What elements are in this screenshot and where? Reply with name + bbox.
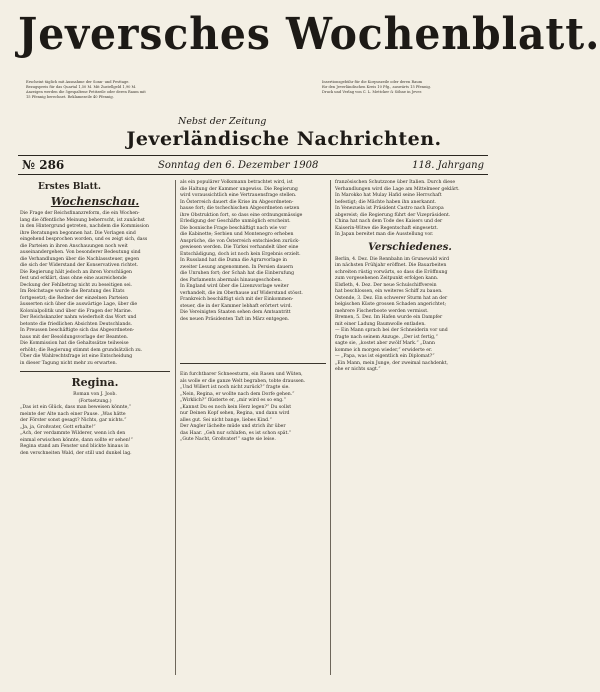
article-line: Die Kommission hat die Gehaltssätze teilweise [20, 341, 129, 346]
novel-line: „Ja, ja, Großvater, Gott erhalte!“ [20, 424, 96, 430]
novel-line: nur Deinen Kopf sehen, Regina, und dann wird [180, 411, 290, 416]
article-line: im nächsten Frühjahr eröffnet. Die Bauarbeiten [335, 263, 447, 268]
article-line: äusserten sich über die auswärtige Lage, über die [20, 302, 138, 307]
novel-line: „Wirklich?“ flüsterte er, „mir wird es so eng.“ [180, 398, 286, 403]
article-line: betonte die friedlichen Absichten Deutschlands. [20, 321, 133, 327]
notice-left-line: 15 Pfennig berechnet. Reklamezeile 40 Pfennig. [26, 95, 114, 99]
notice-right-line: für den Jeverländischen Kreis 10 Pfg., auswärts 15 Pfennig. [322, 85, 431, 89]
article-line: die Verhandlungen über die Nachlasssteuer, gegen [20, 256, 140, 262]
article-line: Über die Wahlrechtsfrage ist eine Entscheidung [20, 354, 133, 359]
article-line: In Japan bereitet man die Ausstellung vor. [335, 232, 434, 237]
article-line: Bremen, 5. Dez. Im Hafen wurde ein Dampfer [335, 315, 443, 320]
article-line: belgischen Küste grossen Schaden angerichtet; [335, 302, 446, 307]
article-line: in dieser Tagung nicht mehr zu erwarten. [20, 360, 118, 366]
article-line: fortgesetzt; die Redner der einzelnen Parteien [20, 295, 129, 301]
notice-right [322, 80, 482, 95]
article-line: Deckung der Fehlbetrag nicht zu beseitigen sei. [20, 282, 133, 288]
article-line: hat beschlossen, ein weiteres Schiff zu bauen. [335, 289, 443, 294]
column-divider [175, 180, 176, 675]
novel-line: Regina stand am Fenster und blickte hinaus in [20, 444, 129, 449]
novel-author: Roman von J. Joob. [73, 392, 117, 397]
novel-line: der Förster sonst gesagt? Nichts, gar nichts.“ [20, 418, 127, 423]
article-line: haus mit der Besoldungsvorlage der Beamten. [20, 334, 129, 340]
article-line: die Unruhen fort; der Schah hat die Einberufung [180, 271, 295, 276]
article-line: In Marokko hat Mulay Hafid seine Herrschaft [335, 193, 442, 198]
article-line: des neuen Präsidenten Taft im März entgegen. [180, 316, 290, 322]
article-line: ihre Beratungen begonnen hat. Die Vorlagen sind [20, 230, 136, 236]
article-line: gewiesen werden. Die Türkei verhandelt über eine [180, 245, 299, 250]
article-line: steuer, die in der Kammer lebhaft erörtert wird. [180, 303, 293, 309]
novel-line: den verschneiten Wald, der still und dunkel lag. [20, 450, 132, 456]
novel-line: „Und Willert ist noch nicht zurück?“ fragte sie. [180, 385, 290, 390]
article-line: schreiten rüstig vorwärts, so dass die Eröffnung [335, 269, 448, 275]
notice-left-line: Bezugspreis für das Quartal 1,50 M. Mit Zustellgeld 1,90 M. [26, 85, 137, 89]
article-line: wird voraussichtlich eine Vertrauensfrage stellen. [180, 193, 297, 198]
article-line: als ein populärer Volksmann betrachtet wird, ist [180, 180, 293, 185]
article-line: In England wird über die Lizenzvorlage weiter [180, 284, 289, 289]
article-line: mit einer Ladung Baumwolle entladen. [335, 321, 426, 327]
novel-line: „Kannst Du es noch kein Herz legen?“ Du sollst [180, 404, 292, 410]
article-line: Ostende, 3. Dez. Ein schwerer Sturm hat an der [335, 295, 448, 301]
article-line: befestigt; die Mächte haben ihn anerkannt. [335, 199, 437, 205]
article-line: in den Hintergrund getreten, nachdem die Kommission [20, 224, 149, 229]
section-heading: Verschiedenes. [368, 241, 452, 253]
novel-title: Regina. [71, 376, 119, 389]
article-line: Berlin, 4. Dez. Die Rennbahn im Grunewald wird [335, 256, 450, 262]
article-line: abgereist; die Regierung führt der Vizepräsident. [335, 212, 451, 218]
article-line: Elsfleth, 4. Dez. Der neue Schulschiffverein [335, 282, 437, 288]
article-line: mehrere Fischerboote werden vermisst. [335, 308, 429, 314]
article-line: Die Vereinigten Staaten sehen dem Amtsantritt [180, 310, 291, 315]
article-line: die Haltung der Kammer ungewiss. Die Regierung [180, 186, 298, 192]
article-line: lang die öffentliche Meinung beherrscht, ist zunächst [20, 217, 145, 223]
novel-line: meinte der Alte nach einer Pause. „Was hätte [20, 411, 126, 417]
article-line: französischen Schutzzone über Italien. Durch diese [335, 180, 456, 185]
article-line: Erledigung der Geschäfte unmöglich erscheint. [180, 219, 291, 224]
article-line: In Österreich dauert die Krise im Abgeordneten- [180, 199, 294, 205]
column-divider [330, 180, 331, 675]
novel-line: als wolle er die ganze Welt begraben, tobte draussen. [180, 378, 306, 384]
article-line: zweiter Lesung angenommen. In Persien dauern [180, 264, 294, 270]
novel-line: das Haar. „Geh nur schlafen, es ist schon spät.“ [180, 430, 292, 436]
article-line: Der Reichskanzler nahm wiederholt das Wort und [20, 315, 137, 320]
section-heading: Wochenschau. [50, 195, 140, 208]
novel-line: „Nein, Regina, er wollte nach dem Dorfe gehen.“ [180, 391, 295, 397]
masthead-title: Jeversches Wochenblatt. [18, 9, 600, 60]
notice-right-line: Insertionsgebühr für die Korpuszeile oder deren Raum [322, 80, 423, 84]
rule-top [18, 155, 488, 156]
article-line: des Parlaments abermals hinausgeschoben. [180, 277, 283, 283]
novel-line: Der Angler lächelte müde und strich ihr über [180, 424, 286, 429]
section-rule [20, 371, 170, 372]
column-2 [180, 180, 326, 444]
rule-bottom [18, 174, 488, 175]
article-line: eingehend besprochen worden, und es zeigt sich, dass [20, 237, 148, 242]
notice-left-line: Anzeigen werden die 5gespaltene Petitzeile oder deren Raum mit [26, 90, 146, 94]
novel-line: Ein furchtbarer Schneesturm, ein Rasen und Wüten, [180, 372, 303, 377]
subtitle-nebst: Nebst der Zeitung [178, 116, 267, 127]
article-line: ehe er nichts sagt.“ [335, 367, 381, 372]
article-line: In Russland hat die Duma die Agrarvorlage in [180, 258, 288, 263]
article-line: die sich der Widerstand der Konservativen richtet. [20, 263, 139, 268]
novel-line: „Ach, der verdammte Wilderer, wenn ich den [20, 431, 126, 436]
article-line: „Ein Mann, mein Junge, der zweimal nachdenkt, [335, 360, 449, 366]
article-line: auseinandergehen. Von besonderer Bedeutung sind [20, 250, 141, 255]
article-line: die Parteien in ihren Anschauungen noch weit [20, 243, 128, 249]
column-3 [335, 180, 485, 374]
column-1 [20, 180, 170, 457]
article-line: zum vorgesehenen Zeitpunkt erfolgen kann. [335, 276, 439, 281]
article-line: Die bosnische Frage beschäftigt nach wie vor [180, 225, 287, 231]
article-line: komme ich morgen wieder,“ erwiderte er. [335, 347, 433, 353]
notice-left-line: Erscheint täglich mit Ausnahme der Sonn- und Festtage. [26, 80, 130, 84]
novel-line: alles gut. Sei nicht bange, liebes Kind.“ [180, 417, 272, 423]
novel-line: „Das ist ein Glück, dass man beweisen könnte,“ [20, 405, 132, 410]
article-line: China hat nach dem Tode des Kaisers und der [335, 219, 443, 224]
article-line: erhöht; die Regierung stimmt dem grundsätzlich zu. [20, 347, 143, 353]
article-line: Ansprüche, die von Österreich entschieden zurück- [180, 238, 300, 244]
notice-right-line: Druck und Verlag von C. L. Mettcker & Söhne in Jever. [322, 90, 422, 94]
article-line: Kolonialpolitik und über die Fragen der Marine. [20, 308, 133, 314]
article-line: Verhandlungen wird die Lage am Mittelmeer geklärt. [335, 186, 460, 192]
issue-year: 118. Jahrgang [412, 160, 484, 171]
article-line: In Preussen beschäftigte sich das Abgeordneten- [20, 328, 135, 333]
article-line: fragte nach seinem Anzuge. „Der ist fertig,“ [335, 334, 438, 340]
article-line: Frankreich beschäftigt sich mit der Einkommen- [180, 297, 294, 302]
article-line: — Ein Mann sprach bei der Schneiderin vor und [335, 328, 448, 333]
article-line: In Venezuela ist Präsident Castro nach Europa [335, 206, 444, 211]
article-line: — „Papa, was ist eigentlich ein Diplomat?“ [335, 354, 435, 359]
article-line: Im Reichstage wurde die Beratung des Etats [20, 289, 125, 294]
issue-date: Sonntag den 6. Dezember 1908 [158, 160, 319, 171]
article-line: die Kabinette; Serbien und Montenegro erheben [180, 232, 294, 237]
notice-left [26, 80, 176, 100]
article-line: verhandelt, die im Oberhause auf Widerstand stösst. [180, 290, 303, 296]
novel-line: „Gute Nacht, Großvater!“ sagte sie leise. [180, 437, 276, 442]
article-line: Kaiserin-Witwe die Regentschaft eingesetzt. [335, 225, 439, 231]
novel-line: einmal erwischen könnte, dann sollte er sehen!“ [20, 437, 133, 443]
article-line: ihre Obstruktion fort, so dass eine ordnungsmässige [180, 212, 303, 218]
article-line: hause fort; die tschechischen Abgeordneten setzen [180, 206, 300, 211]
article-line: Die Frage der Reichsfinanzreform, die ein Wochen- [20, 211, 140, 216]
section-rule [180, 363, 326, 364]
article-line: fest und erklärt, dass ohne eine ausreichende [20, 276, 127, 281]
subtitle-jeverlaendische: Jeverländische Nachrichten. [126, 128, 442, 150]
article-line: sagte sie, „kostet aber zwölf Mark.“ „Dann [335, 341, 435, 346]
novel-continued: (Fortsetzung.) [78, 398, 112, 404]
issue-bar [18, 157, 488, 174]
article-line: Die Regierung hält jedoch an ihren Vorschlägen [20, 269, 132, 275]
article-line: Entschädigung, doch ist noch kein Ergebnis erzielt. [180, 251, 301, 257]
issue-number: № 286 [22, 158, 65, 172]
section-label: Erstes Blatt. [38, 182, 102, 192]
